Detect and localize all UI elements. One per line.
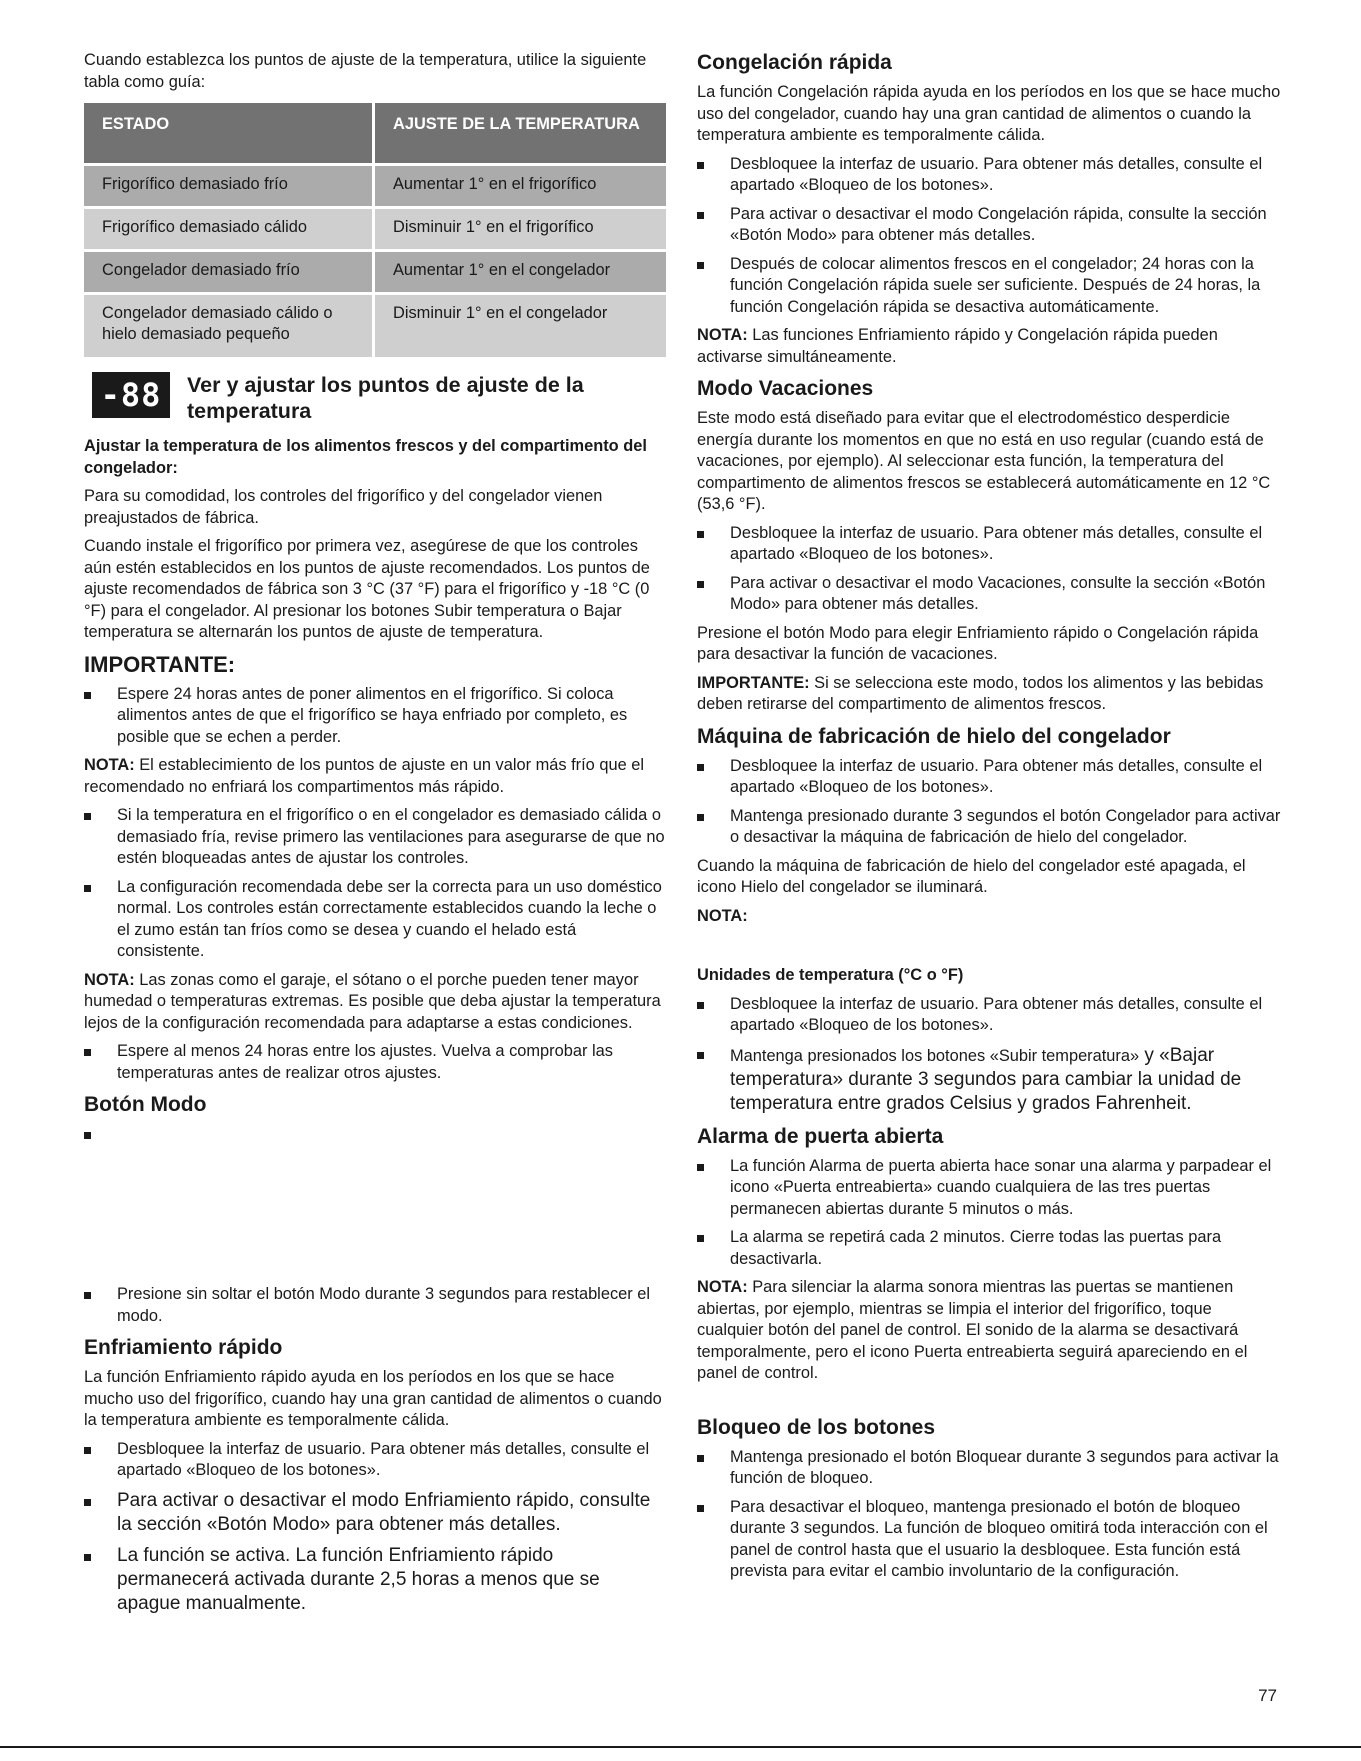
note-paragraph: [84, 970, 666, 1035]
note-label: NOTA:: [84, 970, 135, 989]
footer-rule: [0, 1746, 1361, 1748]
list-item: Desbloquee la interfaz de usuario. Para obtener más detalles, consulte el apartado «Bloqueo de los botones».: [697, 994, 1282, 1037]
paragraph: Este modo está diseñado para evitar que el electrodoméstico desperdicie energía durante los momentos en que no está en uso regular (cuando está de vacaciones, por ejemplo). Al seleccionar esta función, la temperatura del compartimento de alimentos frescos se establecerá automáticamente en 12 °C (53,6 °F).: [697, 409, 1271, 513]
congelacion-heading: Congelación rápida: [697, 51, 892, 74]
enfriamiento-list: [84, 1439, 666, 1616]
importante-paragraph: [697, 673, 1282, 716]
note-text: El establecimiento de los puntos de ajuste en un valor más frío que el recomendado no enfriará los compartimentos más rápido.: [84, 756, 645, 796]
alarma-list: [697, 1156, 1282, 1271]
congelacion-list: [697, 154, 1282, 319]
importante-heading: IMPORTANTE:: [84, 651, 236, 677]
hielo-list: [697, 756, 1282, 849]
table-header-estado: ESTADO: [84, 103, 372, 163]
list-item: Desbloquee la interfaz de usuario. Para obtener más detalles, consulte el apartado «Bloqueo de los botones».: [697, 523, 1282, 566]
table-header-ajuste: AJUSTE DE LA TEMPERATURA: [375, 103, 666, 163]
table-cell: Frigorífico demasiado frío: [84, 166, 372, 206]
note-label: NOTA:: [697, 326, 748, 344]
list-item: Para desactivar el bloqueo, mantenga presionado el botón de bloqueo durante 3 segundos. La función de bloqueo omitirá toda interacción con el panel de control hasta que el usuario la desbloquee. Esta función está prevista para evitar el cambio involuntario de la configuración.: [697, 1497, 1282, 1583]
importante-list: [84, 684, 666, 749]
list-item: Mantenga presionado durante 3 segundos el botón Congelador para activar o desactivar la máquina de fabricación de hielo del congelador.: [697, 806, 1282, 849]
note-text: Las zonas como el garaje, el sótano o el porche pueden tener mayor humedad o temperaturas extremas. Es posible que deba ajustar la temperatura lejos de la configuración recomendada para adaptarse a estas condiciones.: [84, 970, 661, 1032]
list-item: Para activar o desactivar el modo Enfriamiento rápido, consulte la sección «Botón Modo» para obtener más detalles.: [84, 1489, 666, 1537]
list-item: Si la temperatura en el frigorífico o en el congelador es demasiado cálida o demasiado fría, revise primero las ventilaciones para asegurarse de que no estén bloqueadas antes de ajustar los controles.: [84, 805, 666, 870]
page-number: 77: [1258, 1686, 1277, 1705]
list-item: Presione sin soltar el botón Modo durante 3 segundos para restablecer el modo.: [84, 1284, 666, 1327]
bloqueo-list: [697, 1447, 1282, 1583]
temperature-guide-table: [81, 100, 669, 360]
paragraph: Presione el botón Modo para elegir Enfriamiento rápido o Congelación rápida para desactivar la función de vacaciones.: [697, 623, 1259, 663]
paragraph: Para su comodidad, los controles del frigorífico y del congelador vienen preajustados de fábrica.: [84, 487, 603, 527]
note-text: Para silenciar la alarma sonora mientras las puertas se mantienen abiertas, por ejemplo, mientras se limpia el interior del frigorífico, toque cualquier botón del panel de control. El sonido de la alarma se desactivará temporalmente, pero el icono Puerta entreabierta seguirá apareciendo en el panel de control.: [697, 1278, 1248, 1382]
list-item: Desbloquee la interfaz de usuario. Para obtener más detalles, consulte el apartado «Bloqueo de los botones».: [697, 154, 1282, 197]
paragraph: Cuando instale el frigorífico por primera vez, asegúrese de que los controles aún estén establecidos en los puntos de ajuste recomendados. Los puntos de ajuste recomendados de fábrica son 3 °C (37 °F) para el frigorífico y -18 °C (0 °F) para el congelador. Al presionar los botones Subir temperatura o Bajar temperatura se alternarán los puntos de ajuste de temperatura.: [84, 537, 650, 641]
importante-text: Si se selecciona este modo, todos los alimentos y las bebidas deben retirarse del compartimento de alimentos frescos.: [697, 673, 1264, 713]
list-item: Después de colocar alimentos frescos en el congelador; 24 horas con la función Congelación rápida suele ser suficiente. Después de 24 horas, la función Congelación rápida se desactiva automáticamente.: [697, 254, 1282, 319]
modo-heading: Botón Modo: [84, 1093, 207, 1116]
list-item: Espere 24 horas antes de poner alimentos en el frigorífico. Si coloca alimentos antes de que el frigorífico se haya enfriado por completo, es posible que se echen a perder.: [84, 684, 666, 749]
list-item: Para activar o desactivar el modo Congelación rápida, consulte la sección «Botón Modo» para obtener más detalles.: [697, 204, 1282, 247]
paragraph: Cuando la máquina de fabricación de hielo del congelador esté apagada, el icono Hielo del congelador se iluminará.: [697, 856, 1246, 896]
table-cell: Disminuir 1° en el congelador: [375, 295, 666, 357]
list-item: [697, 1044, 1282, 1116]
importante-label: IMPORTANTE:: [697, 673, 810, 692]
importante-list-2: [84, 805, 666, 963]
table-row: [84, 209, 666, 249]
table-cell: Congelador demasiado cálido o hielo demasiado pequeño: [84, 295, 372, 357]
vacaciones-heading: Modo Vacaciones: [697, 377, 874, 400]
list-item: Desbloquee la interfaz de usuario. Para obtener más detalles, consulte el apartado «Bloqueo de los botones».: [697, 756, 1282, 799]
temperature-display-icon: -88: [92, 372, 170, 418]
list-item: La configuración recomendada debe ser la correcta para un uso doméstico normal. Los controles están correctamente establecidos cuando la leche o el zumo están tan fríos como se desea y cuando el helado está consistente.: [84, 877, 666, 963]
table-cell: Congelador demasiado frío: [84, 252, 372, 292]
bloqueo-heading: Bloqueo de los botones: [697, 1415, 936, 1439]
note-paragraph: [84, 755, 666, 798]
list-item-empty: [84, 1124, 666, 1277]
paragraph: La función Enfriamiento rápido ayuda en los períodos en los que se hace mucho uso del frigorífico, cuando hay una gran cantidad de alimentos o cuando la temperatura ambiente es temporalmente cálida.: [84, 1368, 662, 1429]
list-item: La alarma se repetirá cada 2 minutos. Cierre todas las puertas para desactivarla.: [697, 1227, 1282, 1270]
table-cell: Aumentar 1° en el congelador: [375, 252, 666, 292]
alarma-heading: Alarma de puerta abierta: [697, 1124, 944, 1148]
table-row: [84, 252, 666, 292]
adjust-subheading: Ajustar la temperatura de los alimentos frescos y del compartimento del congelador:: [84, 437, 647, 477]
hielo-heading: Máquina de fabricación de hielo del congelador: [697, 724, 1171, 748]
note-label: NOTA:: [697, 1278, 748, 1296]
table-header-row: [84, 103, 666, 163]
note-paragraph: [697, 1277, 1282, 1385]
setpoint-section-header: [92, 372, 666, 424]
note-paragraph: [697, 325, 1282, 368]
note-text: Las funciones Enfriamiento rápido y Congelación rápida pueden activarse simultáneamente.: [697, 326, 1218, 366]
left-column: [84, 50, 666, 1623]
setpoint-section-title: Ver y ajustar los puntos de ajuste de la temperatura: [187, 373, 584, 423]
paragraph: La función Congelación rápida ayuda en los períodos en los que se hace mucho uso del congelador, cuando hay una gran cantidad de alimentos o cuando la temperatura ambiente es temporalmente cálida.: [697, 83, 1281, 144]
importante-list-3: [84, 1041, 666, 1084]
intro-text: Cuando establezca los puntos de ajuste de la temperatura, utilice la siguiente tabla como guía:: [84, 51, 647, 91]
unidades-subheading: Unidades de temperatura (°C o °F): [697, 966, 964, 984]
list-item: Espere al menos 24 horas entre los ajustes. Vuelva a comprobar las temperaturas antes de realizar otros ajustes.: [84, 1041, 666, 1084]
note-label: NOTA:: [84, 756, 135, 774]
table-cell: Aumentar 1° en el frigorífico: [375, 166, 666, 206]
vacaciones-list: [697, 523, 1282, 616]
list-item: Desbloquee la interfaz de usuario. Para obtener más detalles, consulte el apartado «Bloqueo de los botones».: [84, 1439, 666, 1482]
modo-list: [84, 1124, 666, 1327]
table-row: [84, 295, 666, 357]
table-cell: Disminuir 1° en el frigorífico: [375, 209, 666, 249]
list-item-text-large: y «Bajar temperatura» durante 3 segundos para cambiar la unidad de temperatura entre grados Celsius y grados Fahrenheit.: [730, 1044, 1242, 1114]
unidades-list: [697, 994, 1282, 1116]
list-item: Para activar o desactivar el modo Vacaciones, consulte la sección «Botón Modo» para obtener más detalles.: [697, 573, 1282, 616]
table-cell: Frigorífico demasiado cálido: [84, 209, 372, 249]
list-item: La función se activa. La función Enfriamiento rápido permanecerá activada durante 2,5 horas a menos que se apague manualmente.: [84, 1544, 666, 1616]
enfriamiento-heading: Enfriamiento rápido: [84, 1336, 283, 1359]
list-item: Mantenga presionado el botón Bloquear durante 3 segundos para activar la función de bloqueo.: [697, 1447, 1282, 1490]
list-item-text: Mantenga presionados los botones «Subir temperatura»: [730, 1046, 1140, 1065]
list-item: La función Alarma de puerta abierta hace sonar una alarma y parpadear el icono «Puerta entreabierta» cuando cualquiera de las tres puertas permanecen abiertas durante 5 minutos o más.: [697, 1156, 1282, 1221]
right-column: [697, 50, 1282, 1590]
table-row: [84, 166, 666, 206]
note-label: NOTA:: [697, 906, 748, 925]
